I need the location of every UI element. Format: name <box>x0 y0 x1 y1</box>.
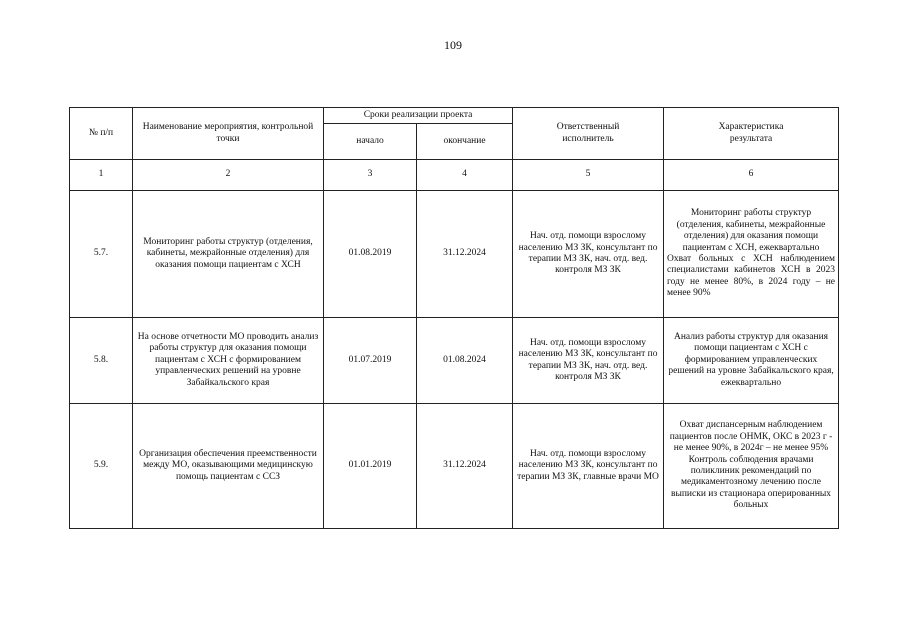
row-start: 01.01.2019 <box>324 404 417 529</box>
header-start: начало <box>324 124 417 160</box>
row-result: Охват диспансерным наблюдением пациентов после ОНМК, ОКС в 2023 г - не менее 90%, в 2024г – не менее 95% Контроль соблюдения врачами поликлиник рекомендаций по медикаментозному лечению после выписки из стационара оперированных больных <box>664 404 839 529</box>
header-end: окончание <box>417 124 513 160</box>
row-name: Организация обеспечения преемственности между МО, оказывающими медицинскую помощь пациентам с ССЗ <box>133 404 324 529</box>
row-start: 01.08.2019 <box>324 191 417 318</box>
row-num: 5.9. <box>70 404 133 529</box>
row-result-part1: Мониторинг работы структур (отделения, кабинеты, межрайонные отделения) для оказания помощи пациентам с ХСН, ежеквартально <box>676 208 826 253</box>
row-result-part2: Охват больных с ХСН наблюдением специалистами кабинетов ХСН в 2023 году не менее 80%, в 2024 году – не менее 90% <box>667 254 836 299</box>
table-header-row <box>70 108 839 124</box>
row-responsible: Нач. отд. помощи взрослому населению МЗ ЗК, консультант по терапии МЗ ЗК, нач. отд. вед. контроля МЗ ЗК <box>513 191 664 318</box>
header-num: № п/п <box>70 108 133 160</box>
table-row <box>70 404 839 529</box>
header-responsible: Ответственный исполнитель <box>513 108 664 160</box>
row-result: Анализ работы структур для оказания помощи пациентам с ХСН с формированием управленческих решений на уровне Забайкальского края, ежеквартально <box>664 318 839 404</box>
row-name: На основе отчетности МО проводить анализ работы структур для оказания помощи пациентам с ХСН с формированием управленческих решений на уровне Забайкальского края <box>133 318 324 404</box>
column-number: 3 <box>324 160 417 191</box>
row-responsible: Нач. отд. помощи взрослому населению МЗ ЗК, консультант по терапии МЗ ЗК, нач. отд. вед. контроля МЗ ЗК <box>513 318 664 404</box>
header-result: Характеристика результата <box>664 108 839 160</box>
row-num: 5.8. <box>70 318 133 404</box>
row-num: 5.7. <box>70 191 133 318</box>
row-end: 01.08.2024 <box>417 318 513 404</box>
column-number: 5 <box>513 160 664 191</box>
row-result <box>664 191 839 318</box>
table-row <box>70 191 839 318</box>
table-row <box>70 318 839 404</box>
column-number: 4 <box>417 160 513 191</box>
row-end: 31.12.2024 <box>417 191 513 318</box>
header-period: Сроки реализации проекта <box>324 108 513 124</box>
column-number: 6 <box>664 160 839 191</box>
column-number: 2 <box>133 160 324 191</box>
action-plan-table <box>69 107 839 529</box>
header-name: Наименование мероприятия, контрольной точки <box>133 108 324 160</box>
row-start: 01.07.2019 <box>324 318 417 404</box>
column-numbers-row <box>70 160 839 191</box>
row-name: Мониторинг работы структур (отделения, кабинеты, межрайонные отделения) для оказания помощи пациентам с ХСН <box>133 191 324 318</box>
row-end: 31.12.2024 <box>417 404 513 529</box>
row-responsible: Нач. отд. помощи взрослому населению МЗ ЗК, консультант по терапии МЗ ЗК, главные врачи МО <box>513 404 664 529</box>
page-number: 109 <box>444 38 462 52</box>
column-number: 1 <box>70 160 133 191</box>
